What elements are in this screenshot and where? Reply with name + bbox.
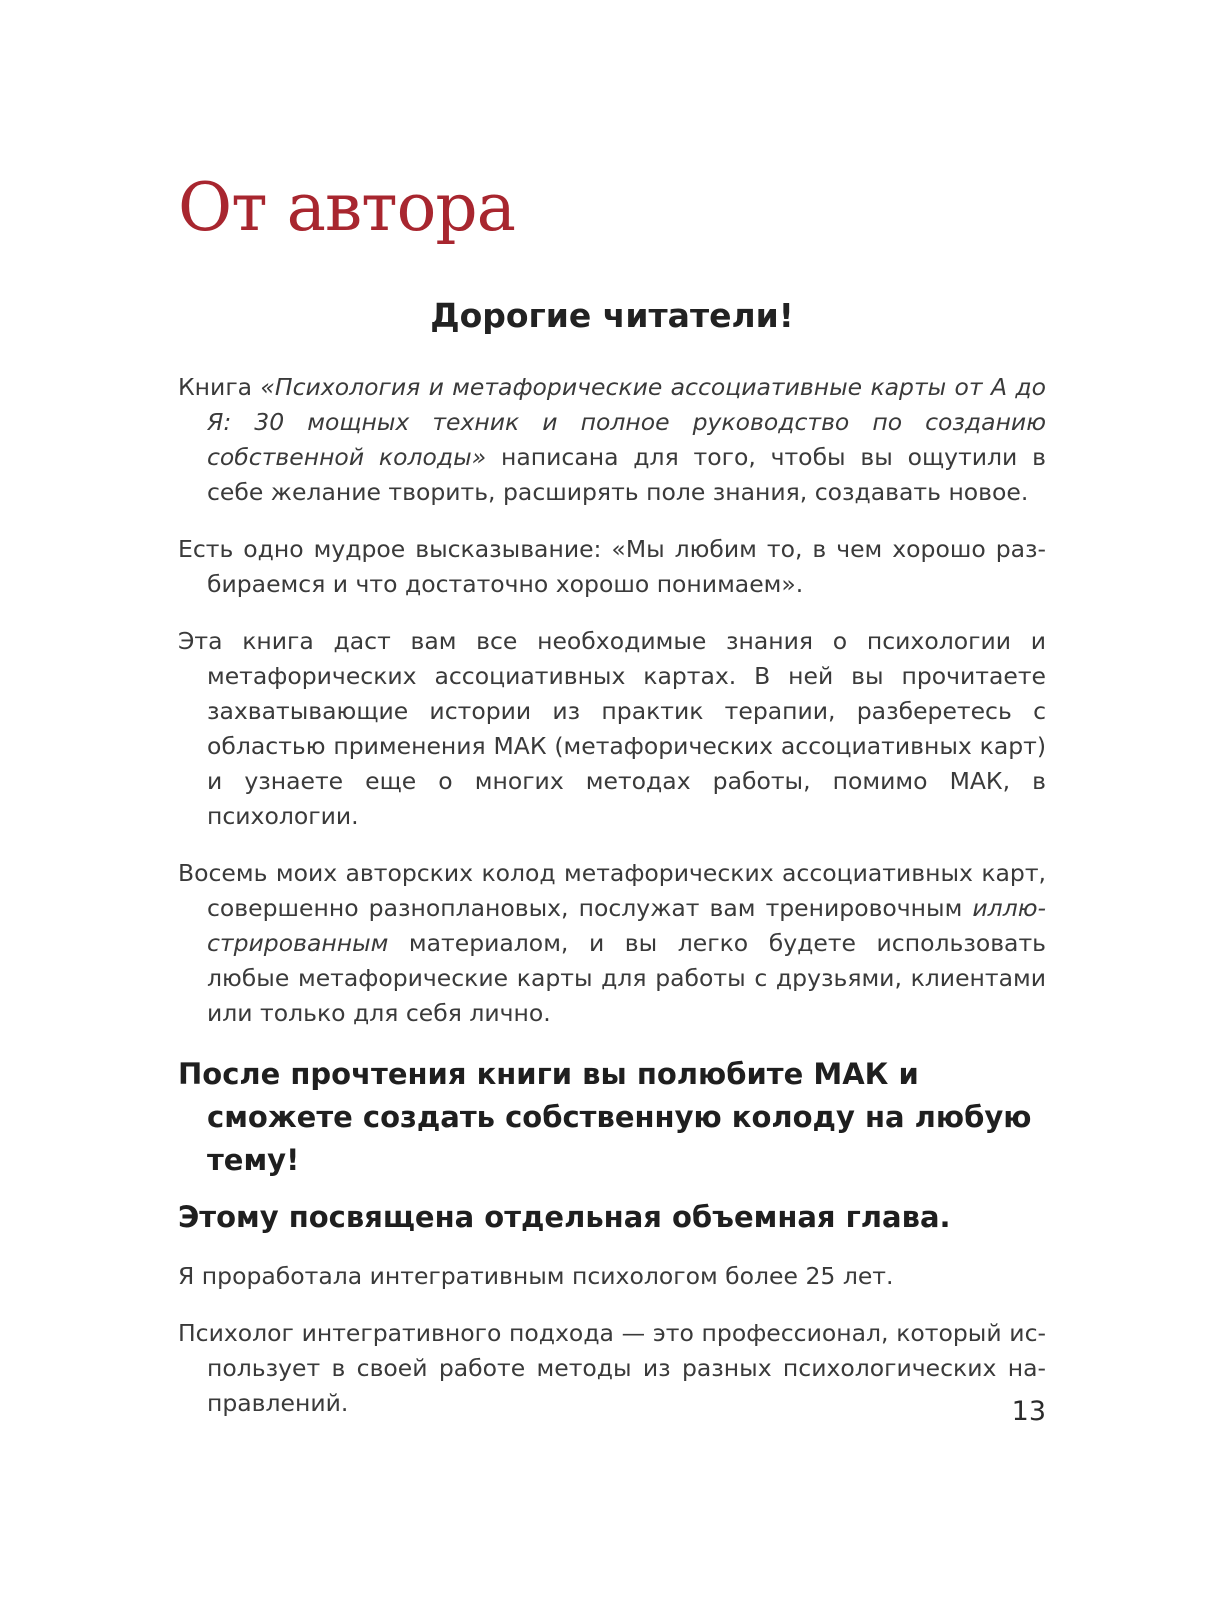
page-number: 13 (1011, 1396, 1046, 1427)
paragraph-text: Восемь моих авторских колод метафорических ассоциативных карт, совершенно разноплановых, послужат вам тренировочным (178, 859, 1046, 922)
greeting-heading: Дорогие читатели! (430, 296, 794, 335)
body-text (178, 370, 1046, 1443)
paragraph-experience: Я проработала интегративным психологом более 25 лет. (178, 1262, 894, 1290)
paragraph-text: Книга (178, 373, 261, 401)
paragraph-text: материалом, и вы легко будете использовать любые метафорические карты для работы с друзьями, клиентами или только для себя лично. (207, 929, 1046, 1027)
paragraph-book-content: Эта книга даст вам все необходимые знания о психологии и метафорических ассоциативных картах. В ней вы прочитаете захватывающие истории из практик терапии, разберетесь с областью применения МАК (метафорических ассоциативных карт) и узнаете еще о многих методах работы, помимо МАК, в психологии. (178, 627, 1046, 830)
bold-statement-chapter: Этому посвящена отдельная объемная глава. (178, 1200, 951, 1234)
paragraph-decks (178, 856, 1046, 1031)
paragraph-book-intro (178, 370, 1046, 510)
paragraph-definition: Психолог интегративного подхода — это профессионал, который использует в своей работе методы из разных психологических направлений. (178, 1319, 1046, 1417)
paragraph-quote: Есть одно мудрое высказывание: «Мы любим то, в чем хорошо разбираемся и что достаточно хорошо понимаем». (178, 535, 1046, 598)
italic-word: иллюстрированным (207, 894, 1046, 957)
chapter-title: От автора (178, 169, 515, 246)
bold-statement: После прочтения книги вы полюбите МАК и сможете создать собственную колоду на любую тему! (178, 1057, 1032, 1177)
book-title-italic: «Психология и метафорические ассоциативные карты от А до Я: 30 мощных техник и полное руководство по созданию собственной колоды» (207, 373, 1046, 471)
paragraph-text: написана для того, чтобы вы ощутили в себе желание творить, расширять поле знания, создавать новое. (207, 443, 1046, 506)
